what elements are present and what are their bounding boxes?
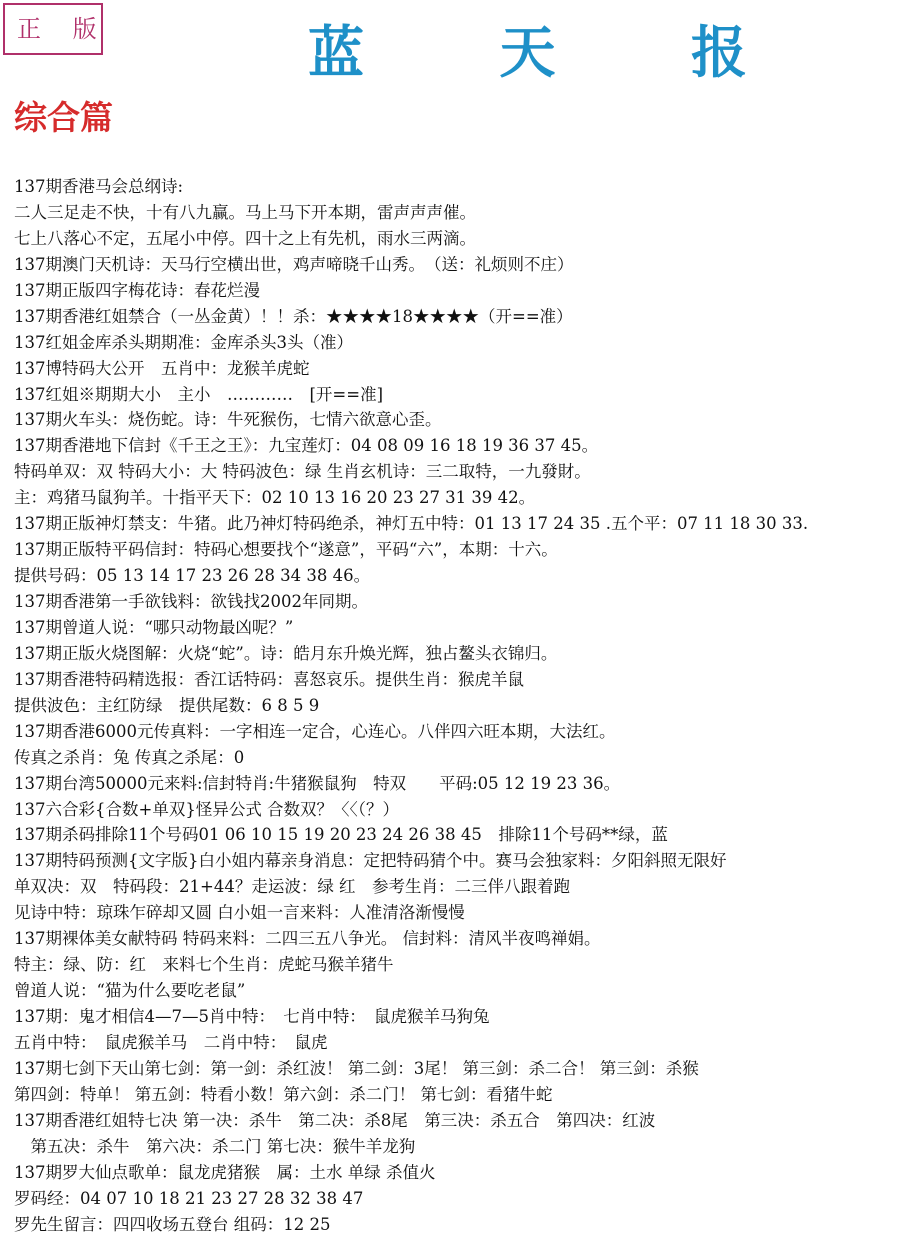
text-line: 特码单双：双 特码大小：大 特码波色：绿 生肖玄机诗：三二取特，一九發財。: [14, 462, 591, 482]
text-line: 137期火车头：烧伤蛇。诗：牛死猴伤，七情六欲意心歪。: [14, 410, 442, 430]
text-line: 传真之杀肖：兔 传真之杀尾：0: [14, 747, 245, 767]
edition-stamp: 正 版: [3, 3, 103, 55]
text-line: 137红姐※期期大小 主小 ………… [开==准]: [14, 384, 384, 404]
text-line: 137期香港第一手欲钱料：欲钱找2002年同期。: [14, 592, 368, 611]
text-line: 137期正版四字梅花诗：春花烂漫: [14, 280, 260, 300]
text-line: 特主：绿、防：红 来料七个生肖：虎蛇马猴羊猪牛: [14, 955, 394, 975]
text-line: 137期香港地下信封《千王之王》：九宝莲灯：04 08 09 16 18 19 36 37 45。: [14, 436, 599, 456]
text-line: 主：鸡猪马鼠狗羊。十指平天下：02 10 13 16 20 23 27 31 39 42。: [14, 488, 536, 508]
text-line: 137期特码预测{文字版}白小姐内幕亲身消息：定把特码猜个中。赛马会独家料：夕阳斜照无限好: [14, 851, 727, 871]
text-line: 单双决：双 特码段：21+44？走运波：绿 红 参考生肖：二三伴八跟着跑: [14, 877, 571, 897]
text-line: 137期香港6000元传真料：一字相连一定合，心连心。八伴四六旺本期，大法红。: [14, 721, 616, 741]
text-line: 137博特码大公开 五肖中：龙猴羊虎蛇: [14, 358, 310, 378]
text-line: 罗码经：04 07 10 18 21 23 27 28 32 38 47: [14, 1188, 364, 1208]
text-line: 第五决：杀牛 第六决：杀二门 第七决：猴牛羊龙狗: [14, 1136, 416, 1156]
text-line: 提供号码：05 13 14 17 23 26 28 34 38 46。: [14, 566, 371, 586]
text-line: 137期台湾50000元来料:信封特肖:牛猪猴鼠狗 特双 平码:05 12 19 23 36。: [14, 773, 621, 793]
text-line: 137期澳门天机诗：天马行空横出世，鸡声啼晓千山秀。 （送：礼烦则不庄）: [14, 254, 574, 274]
text-line: 见诗中特：琼珠乍碎却又圆 白小姐一言来料：人准清洛渐慢慢: [14, 903, 465, 923]
text-line: 罗先生留言：四四收场五登台 组码：12 25: [14, 1214, 331, 1234]
text-line: 提供波色：主红防绿 提供尾数：6 8 5 9: [14, 695, 320, 715]
text-line: 二人三足走不快，十有八九赢。马上马下开本期，雷声声声催。: [14, 202, 476, 222]
text-line: 137期正版神灯禁支：牛猪。此乃神灯特码绝杀，神灯五中特：01 13 17 24 35 .五个平：07 11 18 30 33.: [14, 514, 809, 534]
text-line: 137期裸体美女献特码 特码来料：二四三五八争光。 信封料：清风半夜鸣禅娟。: [14, 929, 601, 949]
masthead-title: 蓝 天 报: [308, 20, 805, 86]
text-line: 137期：鬼才相信4—7—5肖中特： 七肖中特： 鼠虎猴羊马狗兔: [14, 1007, 490, 1026]
text-line: 137期香港红姐禁合（一丛金黄）！！杀：★★★★18★★★★（开==准）: [14, 306, 573, 326]
text-line: 第四剑：特单！ 第五剑：特看小数！第六剑：杀二门！ 第七剑：看猪牛蛇: [14, 1084, 553, 1104]
text-line: 七上八落心不定，五尾小中停。四十之上有先机，雨水三两滴。: [14, 228, 476, 248]
text-line: 137期正版火烧图解：火烧“蛇”。诗：皓月东升焕光辉，独占鳌头衣锦归。: [14, 643, 558, 663]
text-line: 137期正版特平码信封：特码心想要找个“遂意”，平码“六”，本期：十六。: [14, 540, 558, 560]
text-line: 137红姐金库杀头期期准：金库杀头3头（准）: [14, 332, 353, 352]
text-line: 137期罗大仙点歌单：鼠龙虎猪猴 属：土水 单绿 杀值火: [14, 1162, 436, 1182]
text-line: 137期香港马会总纲诗:: [14, 177, 184, 196]
text-line: 137六合彩{合数+单双}怪异公式 合数双？〈〈（？）: [14, 799, 400, 819]
text-line: 137期曾道人说：“哪只动物最凶呢？”: [14, 617, 294, 637]
text-line: 137期香港红姐特七决 第一决：杀牛 第二决：杀8尾 第三决：杀五合 第四决：红波: [14, 1110, 656, 1130]
content-lines: [14, 174, 898, 1237]
text-line: 137期七剑下天山第七剑：第一剑：杀红波！ 第二剑：3尾！ 第三剑：杀二合！ 第三剑：杀猴: [14, 1058, 699, 1078]
text-line: 137期杀码排除11个号码01 06 10 15 19 20 23 24 26 38 45 排除11个号码**绿，蓝: [14, 825, 668, 845]
section-title: 综合篇: [14, 98, 113, 137]
text-line: 五肖中特： 鼠虎猴羊马 二肖中特： 鼠虎: [14, 1032, 328, 1052]
text-line: 曾道人说：“猫为什么要吃老鼠”: [14, 981, 246, 1001]
text-line: 137期香港特码精选报：香江话特码：喜怒哀乐。提供生肖：猴虎羊鼠: [14, 669, 524, 689]
